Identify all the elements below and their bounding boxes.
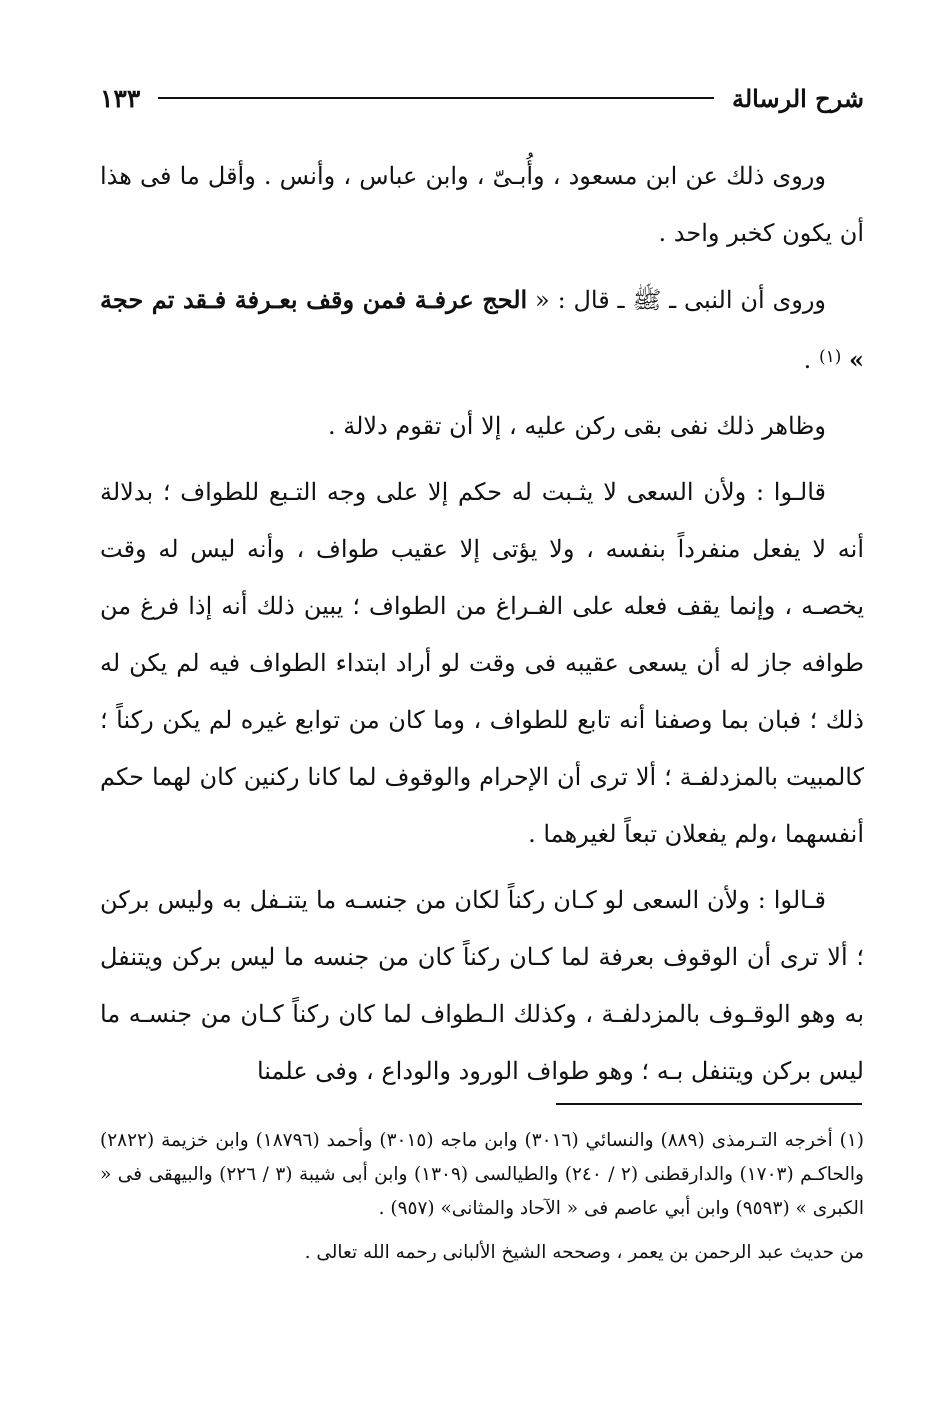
paragraph-4: قالـوا : ولأن السعى لا يثـبت له حكم إلا على وجه التـبع للطواف ؛ بدلالة أنه لا يفعل منفرداً بنفسه ، ولا يؤتى إلا عقيب طواف ، وأنه ليس له وقت يخصـه ، وإنما يقف فعله على الفـراغ من الطواف ؛ يبين ذلك أنه إذا فرغ من طوافه جاز له أن يسعى عقيبه فى وقت لو أراد ابتداء الطواف فيه لم يكن له ذلك ؛ فبان بما وصفنا أنه تابع للطواف ، وما كان من توابع غيره لم يكن ركناً ؛ كالمبيت بالمزدلفـة ؛ ألا ترى أن الإحرام والوقوف لما كانا ركنين كان لهما حكم أنفسهما ،ولم يفعلان تبعاً لغيرهما . <box>100 478 864 848</box>
paragraph-5: قـالوا : ولأن السعى لو كـان ركناً لكان من جنسـه ما يتنـفل به وليس بركن ؛ ألا ترى أن الوقوف بعرفة لما كـان ركناً كان من جنسه ما ليس بركن ويتنفل به وهو الوقـوف بالمزدلفـة ، وكذلك الـطواف لما كان ركناً كـان من جنسـه ما ليس بركن ويتنفل بـه ؛ وهو طواف الورود والوداع ، وفى علمنا <box>100 886 864 1085</box>
footnotes <box>100 1124 864 1270</box>
header-rule <box>158 97 714 99</box>
page-number: ١٣٣ <box>100 83 141 113</box>
paragraph-2 <box>100 271 864 389</box>
paragraph-2-end: . <box>803 346 819 374</box>
running-title: شرح الرسالة <box>731 83 864 113</box>
hadith-quote: الحج عرفـة فمن وقف بعـرفة فـقد تم حجة » <box>100 285 864 374</box>
footnote-separator <box>556 1103 862 1105</box>
page-header <box>100 78 864 118</box>
footnote-reference: (١) <box>818 347 842 367</box>
paragraph-2-intro: وروى أن النبى ـ ﷺ ـ قال : « <box>527 286 826 314</box>
footnote-1: (١) أخرجه التـرمذى (٨٨٩) والنسائي (٣٠١٦) وابن ماجه (٣٠١٥) وأحمد (١٨٧٩٦) وابن خزيمة (٢٨٢٢) والحاكـم (١٧٠٣) والدارقطنى (٢ / ٢٤٠) والطيالسى (١٣٠٩) وابن أبى شيبة (٣ / ٢٢٦) والبيهقى فى « الكبرى » (٩٥٩٣) وابن أبي عاصم فى « الآحاد والمثانى» (٩٥٧) . <box>100 1130 864 1219</box>
paragraph-1: وروى ذلك عن ابن مسعود ، وأُبـىّ ، وابن عباس ، وأنس . وأقل ما فى هذا أن يكون كخبر واحد . <box>100 162 864 247</box>
paragraph-3: وظاهر ذلك نفى بقى ركن عليه ، إلا أن تقوم دلالة . <box>327 412 826 440</box>
footnote-1-continuation: من حديث عبد الرحمن بن يعمر ، وصححه الشيخ الألبانى رحمه الله تعالى . <box>304 1242 864 1263</box>
main-text <box>100 148 864 1109</box>
